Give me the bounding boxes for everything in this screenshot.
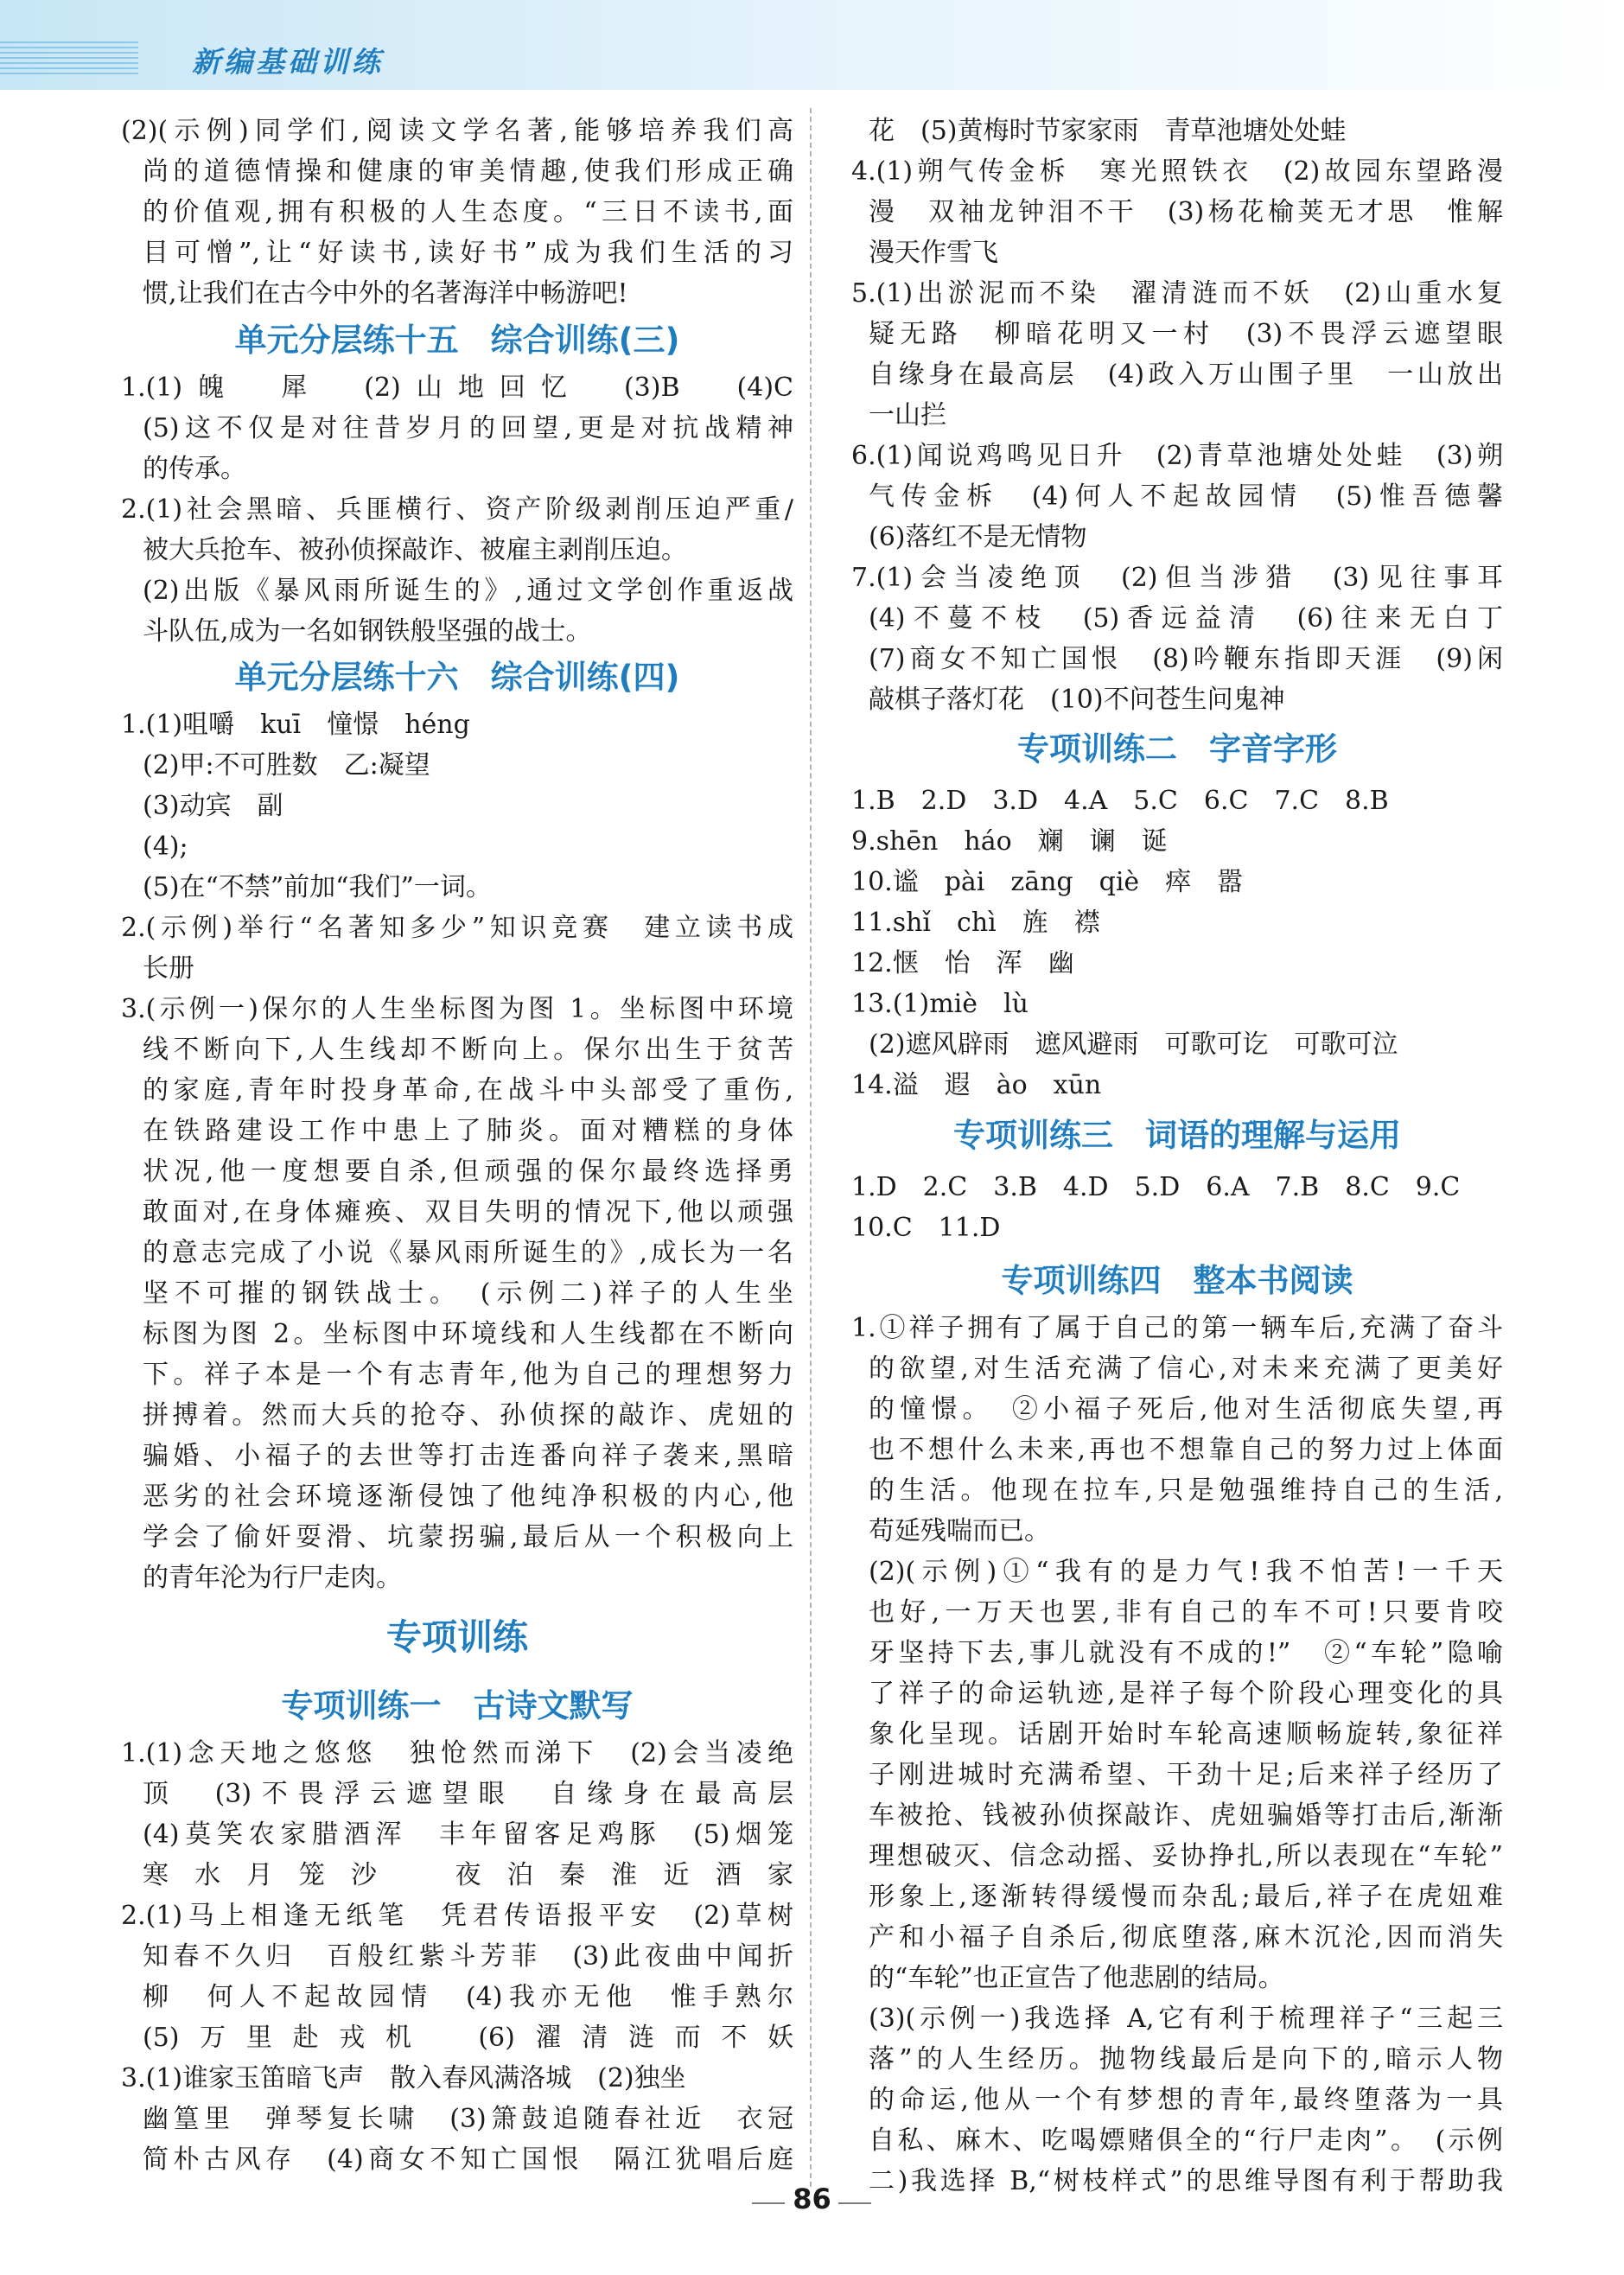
text-line: 坚不可摧的钢铁战士。 (示例二)祥子的人生坐 (143, 1278, 793, 1309)
text-line: 漫 双袖龙钟泪不干 (3)杨花榆荚无才思 惟解 (869, 197, 1503, 227)
text-line: 的意志完成了小说《暴风雨所诞生的》,成长为一名 (143, 1238, 793, 1268)
text-line: 车被抢、钱被孙侦探敲诈、虎妞骗婚等打击后,渐渐 (869, 1800, 1503, 1831)
text-line: 一山拦 (869, 400, 946, 430)
text-line: (7)商女不知亡国恨 (8)吟鞭东指即天涯 (9)闲 (869, 644, 1503, 674)
text-line: 惯,让我们在古今中外的名著海洋中畅游吧! (143, 278, 628, 309)
text-line: 4.(1)朔气传金柝 寒光照铁衣 (2)故园东望路漫 (851, 156, 1503, 187)
text-line: 敲棋子落灯花 (10)不问苍生问鬼神 (869, 685, 1285, 715)
text-line: (4); (143, 832, 188, 862)
text-line: (2)遮风辟雨 遮风避雨 可歌可讫 可歌可泣 (869, 1029, 1398, 1060)
text-line: 的价值观,拥有积极的人生态度。“三日不读书,面 (143, 197, 793, 227)
text-line: 牙坚持下去,事儿就没有不成的!” ②“车轮”隐喻 (869, 1638, 1503, 1668)
section-heading: 专项训练二 字音字形 (1017, 730, 1337, 768)
section-heading: 单元分层练十五 综合训练(三) (234, 322, 680, 359)
text-line: 产和小福子自杀后,彻底堕落,麻木沉沦,因而消失 (869, 1922, 1503, 1953)
text-line: 的青年沦为行尸走肉。 (143, 1563, 402, 1593)
section-heading: 专项训练 (386, 1616, 528, 1658)
text-line: 的“车轮”也正宣告了他悲剧的结局。 (869, 1963, 1284, 1993)
text-line: 幽篁里 弹琴复长啸 (3)箫鼓追随春社近 衣冠 (143, 2104, 793, 2134)
text-line: 2.(示例)举行“名著知多少”知识竞赛 建立读书成 (121, 913, 793, 943)
text-line: 落”的人生经历。抛物线最后是向下的,暗示人物 (869, 2044, 1503, 2074)
text-line: 12.惬 怡 浑 幽 (851, 948, 1074, 978)
text-line: 学会了偷奸耍滑、坑蒙拐骗,最后从一个积极向上 (143, 1522, 793, 1552)
text-line: (6)落红不是无情物 (869, 522, 1087, 552)
text-line: 柳 何人不起故园情 (4)我亦无他 惟手熟尔 (143, 1982, 793, 2012)
text-line: 标图为图 2。坐标图中环境线和人生线都在不断向 (143, 1319, 793, 1349)
text-line: 3.(1)谁家玉笛暗飞声 散入春风满洛城 (2)独坐 (121, 2063, 686, 2093)
text-line: 6.(1)闻说鸡鸣见日升 (2)青草池塘处处蛙 (3)朔 (851, 441, 1503, 471)
text-line: 拼搏着。然而大兵的抢夺、孙侦探的敲诈、虎妞的 (143, 1400, 793, 1431)
text-line: 的命运,他从一个有梦想的青年,最终堕落为一具 (869, 2085, 1503, 2115)
text-line: (5)在“不禁”前加“我们”一词。 (143, 872, 492, 902)
section-heading: 专项训练四 整本书阅读 (1001, 1262, 1353, 1299)
text-line: 象化呈现。话剧开始时车轮高速顺畅旋转,象征祥 (869, 1719, 1503, 1749)
text-line: 长册 (143, 953, 194, 984)
page-number: 86 (793, 2183, 831, 2215)
text-line: (4)莫笑农家腊酒浑 丰年留客足鸡豚 (5)烟笼 (143, 1819, 793, 1850)
text-line: 10.谧 pài zāng qiè 瘁 嚣 (851, 867, 1244, 897)
text-line: 3.(示例一)保尔的人生坐标图为图 1。坐标图中环境 (121, 994, 793, 1024)
text-line: 1.B 2.D 3.D 4.A 5.C 6.C 7.C 8.B (851, 786, 1389, 816)
text-line: 14.溢 遐 ào xūn (851, 1070, 1102, 1100)
section-heading: 专项训练一 古诗文默写 (281, 1687, 634, 1724)
text-line: 骗婚、小福子的去世等打击连番向祥子袭来,黑暗 (143, 1441, 793, 1471)
text-line: 苟延残喘而已。 (869, 1516, 1050, 1546)
column-divider (810, 108, 812, 2187)
text-line: 13.(1)miè lù (851, 989, 1029, 1019)
text-line: 的传承。 (143, 454, 246, 484)
text-line: 形象上,逐渐转得缓慢而杂乱;最后,祥子在虎妞难 (869, 1882, 1503, 1912)
text-line: 花 (5)黄梅时节家家雨 青草池塘处处蛙 (869, 116, 1347, 146)
text-line: 的生活。他现在拉车,只是勉强维持自己的生活, (869, 1475, 1503, 1506)
text-line: 敢面对,在身体瘫痪、双目失明的情况下,他以顽强 (143, 1197, 793, 1227)
text-line: (5)万里赴戎机 (6)濯清涟而不妖 (143, 2023, 793, 2053)
text-line: 子刚进城时充满希望、干劲十足;后来祥子经历了 (869, 1760, 1503, 1790)
text-line: 5.(1)出淤泥而不染 濯清涟而不妖 (2)山重水复 (851, 278, 1503, 309)
text-line: 10.C 11.D (851, 1213, 1001, 1243)
text-line: 顶 (3)不畏浮云遮望眼 自缘身在最高层 (143, 1779, 793, 1809)
text-line: 气传金柝 (4)何人不起故园情 (5)惟吾德馨 (869, 481, 1503, 512)
text-line: 目可憎”,让“好读书,读好书”成为我们生活的习 (143, 238, 793, 268)
text-line: 1.(1)念天地之悠悠 独怆然而涕下 (2)会当凌绝 (121, 1738, 793, 1768)
text-line: 1.①祥子拥有了属于自己的第一辆车后,充满了奋斗 (851, 1313, 1503, 1343)
text-line: 线不断向下,人生线却不断向上。保尔出生于贫苦 (143, 1035, 793, 1065)
text-line: 知春不久归 百般红紫斗芳菲 (3)此夜曲中闻折 (143, 1941, 793, 1972)
text-line: 了祥子的命运轨迹,是祥子每个阶段心理变化的具 (869, 1679, 1503, 1709)
text-line: 的憧憬。 ②小福子死后,他对生活彻底失望,再 (869, 1394, 1503, 1424)
text-line: 恶劣的社会环境逐渐侵蚀了他纯净积极的内心,他 (143, 1482, 793, 1512)
text-line: 11.shǐ chì 旌 襟 (851, 908, 1100, 938)
text-line: 1.D 2.C 3.B 4.D 5.D 6.A 7.B 8.C 9.C (851, 1172, 1461, 1202)
text-line: 斗队伍,成为一名如钢铁般坚强的战士。 (143, 616, 592, 647)
header-title: 新编基础训练 (192, 45, 384, 79)
text-line: 疑无路 柳暗花明又一村 (3)不畏浮云遮望眼 (869, 319, 1503, 349)
text-line: (4)不蔓不枝 (5)香远益清 (6)往来无白丁 (869, 603, 1503, 634)
text-line: 寒水月笼沙 夜泊秦淮近酒家 (143, 1860, 793, 1890)
text-line: 二)我选择 B,“树枝样式”的思维导图有利于帮助我 (869, 2166, 1503, 2196)
text-line: 被大兵抢车、被孙侦探敲诈、被雇主剥削压迫。 (143, 535, 687, 565)
text-line: (3)(示例一)我选择 A,它有利于梳理祥子“三起三 (869, 2004, 1503, 2034)
text-line: (3)动宾 副 (143, 791, 283, 821)
text-line: 的家庭,青年时投身革命,在战斗中头部受了重伤, (143, 1075, 793, 1106)
text-line: 简朴古风存 (4)商女不知亡国恨 隔江犹唱后庭 (143, 2144, 793, 2175)
text-line: (2)(示例)①“我有的是力气!我不怕苦!一千天 (869, 1557, 1503, 1587)
text-line: 的欲望,对生活充满了信心,对未来充满了更美好 (869, 1354, 1503, 1384)
text-line: 1.(1)魄 犀 (2)山地回忆 (3)B (4)C (121, 373, 793, 403)
text-line: (2)出版《暴风雨所诞生的》,通过文学创作重返战 (143, 576, 793, 606)
text-line: 1.(1)咀嚼 kuī 憧憬 héng (121, 710, 470, 740)
page-number-rule-right (838, 2202, 871, 2204)
section-heading: 单元分层练十六 综合训练(四) (234, 659, 680, 696)
text-line: 下。祥子本是一个有志青年,他为自己的理想努力 (143, 1360, 793, 1390)
text-line: 2.(1)社会黑暗、兵匪横行、资产阶级剥削压迫严重/ (121, 494, 793, 525)
text-line: 在铁路建设工作中患上了肺炎。面对糟糕的身体 (143, 1116, 793, 1146)
text-line: 自缘身在最高层 (4)政入万山围子里 一山放出 (869, 360, 1503, 390)
text-line: 2.(1)马上相逢无纸笔 凭君传语报平安 (2)草树 (121, 1901, 793, 1931)
text-line: (2)甲:不可胜数 乙:凝望 (143, 750, 430, 781)
text-line: (5)这不仅是对往昔岁月的回望,更是对抗战精神 (143, 413, 793, 443)
text-line: 漫天作雪飞 (869, 238, 998, 268)
text-line: 自私、麻木、吃喝嫖赌俱全的“行尸走肉”。 (示例 (869, 2125, 1503, 2156)
text-line: 也不想什么未来,再也不想靠自己的努力过上体面 (869, 1435, 1503, 1465)
text-line: 尚的道德情操和健康的审美情趣,使我们形成正确 (143, 156, 793, 187)
text-line: 状况,他一度想要自杀,但顽强的保尔最终选择勇 (143, 1157, 793, 1187)
text-line: 理想破灭、信念动摇、妥协挣扎,所以表现在“车轮” (869, 1841, 1503, 1871)
text-line: 7.(1)会当凌绝顶 (2)但当涉猎 (3)见往事耳 (851, 563, 1503, 593)
text-line: 9.shēn háo 斓 谰 诞 (851, 826, 1168, 857)
text-line: (2)(示例)同学们,阅读文学名著,能够培养我们高 (121, 116, 793, 146)
section-heading: 专项训练三 词语的理解与运用 (953, 1117, 1401, 1154)
header-stripes-decoration (0, 41, 138, 76)
text-line: 也好,一万天也罢,非有自己的车不可!只要肯咬 (869, 1597, 1503, 1628)
